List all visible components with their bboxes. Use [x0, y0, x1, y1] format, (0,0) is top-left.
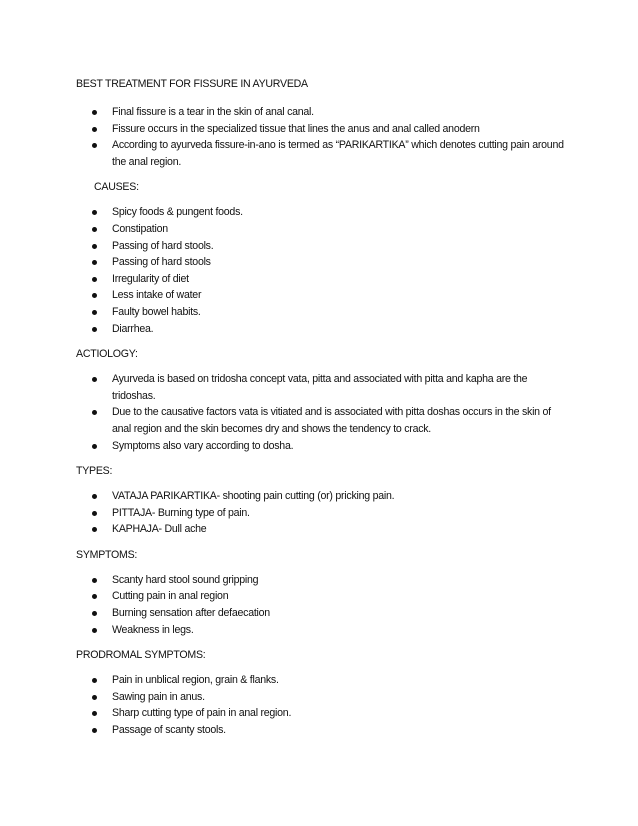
document-title: BEST TREATMENT FOR FISSURE IN AYURVEDA	[76, 78, 308, 90]
list-item-text: Irregularity of diet	[112, 272, 189, 285]
list-item	[76, 722, 566, 739]
list-item	[76, 404, 566, 437]
list-item-text: Cutting pain in anal region	[112, 590, 229, 603]
list-item-text: Passing of hard stools.	[112, 239, 214, 252]
list-item-text: Burning sensation after defaecation	[112, 607, 270, 620]
list-item-text: Weakness in legs.	[112, 623, 194, 636]
bullet-icon	[92, 410, 97, 415]
list-item	[76, 238, 566, 255]
bullet-icon	[92, 110, 97, 115]
list-item-text: Diarrhea.	[112, 322, 154, 335]
bullet-icon	[92, 678, 97, 683]
list-item-text: PITTAJA- Burning type of pain.	[112, 506, 250, 519]
list-item-text: According to ayurveda fissure-in-ano is termed as “PARIKARTIKA” which denotes cutting pain around the anal region.	[112, 139, 564, 168]
list-item-text: Spicy foods & pungent foods.	[112, 206, 243, 219]
list-item-text: Less intake of water	[112, 289, 202, 302]
list-item	[76, 588, 566, 605]
list-item	[76, 321, 566, 338]
list-item-text: Sawing pain in anus.	[112, 690, 205, 703]
list-item	[76, 521, 566, 538]
bullet-icon	[92, 227, 97, 232]
bullet-icon	[92, 611, 97, 616]
list-item	[76, 221, 566, 238]
bullet-icon	[92, 695, 97, 700]
list-item-text: Sharp cutting type of pain in anal region.	[112, 707, 292, 720]
list-item	[76, 121, 566, 138]
bullet-icon	[92, 628, 97, 633]
bullet-icon	[92, 527, 97, 532]
list-item	[76, 605, 566, 622]
list-item	[76, 371, 566, 404]
list-item-text: Due to the causative factors vata is vitiated and is associated with pitta doshas occurs in the skin of anal region and the skin becomes dry and shows the tendency to crack.	[112, 406, 551, 435]
list-item	[76, 689, 566, 706]
bullet-icon	[92, 260, 97, 265]
list-item-text: Ayurveda is based on tridosha concept vata, pitta and associated with pitta and kapha are the tridoshas.	[112, 373, 528, 402]
bullet-icon	[92, 511, 97, 516]
list-item	[76, 672, 566, 689]
list-item-text: Symptoms also vary according to dosha.	[112, 439, 294, 452]
list-item-text: Fissure occurs in the specialized tissue that lines the anus and anal called anodern	[112, 122, 480, 135]
bullet-icon	[92, 127, 97, 132]
prodromal-heading: PRODROMAL SYMPTOMS:	[76, 649, 206, 662]
types-heading: TYPES:	[76, 465, 113, 478]
list-item	[76, 622, 566, 639]
prodromal-list	[76, 672, 566, 738]
bullet-icon	[92, 494, 97, 499]
list-item	[76, 505, 566, 522]
list-item	[76, 287, 566, 304]
list-item-text: Scanty hard stool sound gripping	[112, 573, 259, 586]
list-item	[76, 104, 566, 121]
list-item-text: Passing of hard stools	[112, 256, 211, 269]
bullet-icon	[92, 728, 97, 733]
bullet-icon	[92, 711, 97, 716]
bullet-icon	[92, 594, 97, 599]
bullet-icon	[92, 578, 97, 583]
list-item	[76, 271, 566, 288]
types-list	[76, 488, 566, 538]
bullet-icon	[92, 444, 97, 449]
list-item-text: Constipation	[112, 222, 168, 235]
causes-list	[76, 204, 566, 337]
document-page	[76, 76, 566, 739]
bullet-icon	[92, 210, 97, 215]
list-item-text: VATAJA PARIKARTIKA- shooting pain cutting (or) pricking pain.	[112, 490, 395, 503]
list-item-text: KAPHAJA- Dull ache	[112, 523, 207, 536]
causes-heading: CAUSES:	[94, 181, 139, 194]
bullet-icon	[92, 327, 97, 332]
intro-list	[76, 104, 566, 170]
list-item-text: Pain in unblical region, grain & flanks.	[112, 674, 279, 687]
list-item-text: Passage of scanty stools.	[112, 724, 226, 737]
list-item	[76, 137, 566, 170]
list-item	[76, 705, 566, 722]
list-item	[76, 488, 566, 505]
list-item	[76, 304, 566, 321]
symptoms-list	[76, 572, 566, 638]
aetiology-heading: ACTIOLOGY:	[76, 348, 138, 361]
list-item-text: Final fissure is a tear in the skin of anal canal.	[112, 106, 314, 118]
aetiology-list	[76, 371, 566, 454]
bullet-icon	[92, 277, 97, 282]
list-item	[76, 204, 566, 221]
bullet-icon	[92, 143, 97, 148]
bullet-icon	[92, 244, 97, 249]
list-item	[76, 572, 566, 589]
bullet-icon	[92, 293, 97, 298]
bullet-icon	[92, 310, 97, 315]
list-item-text: Faulty bowel habits.	[112, 305, 201, 318]
list-item	[76, 254, 566, 271]
symptoms-heading: SYMPTOMS:	[76, 548, 138, 561]
bullet-icon	[92, 377, 97, 382]
list-item	[76, 438, 566, 455]
